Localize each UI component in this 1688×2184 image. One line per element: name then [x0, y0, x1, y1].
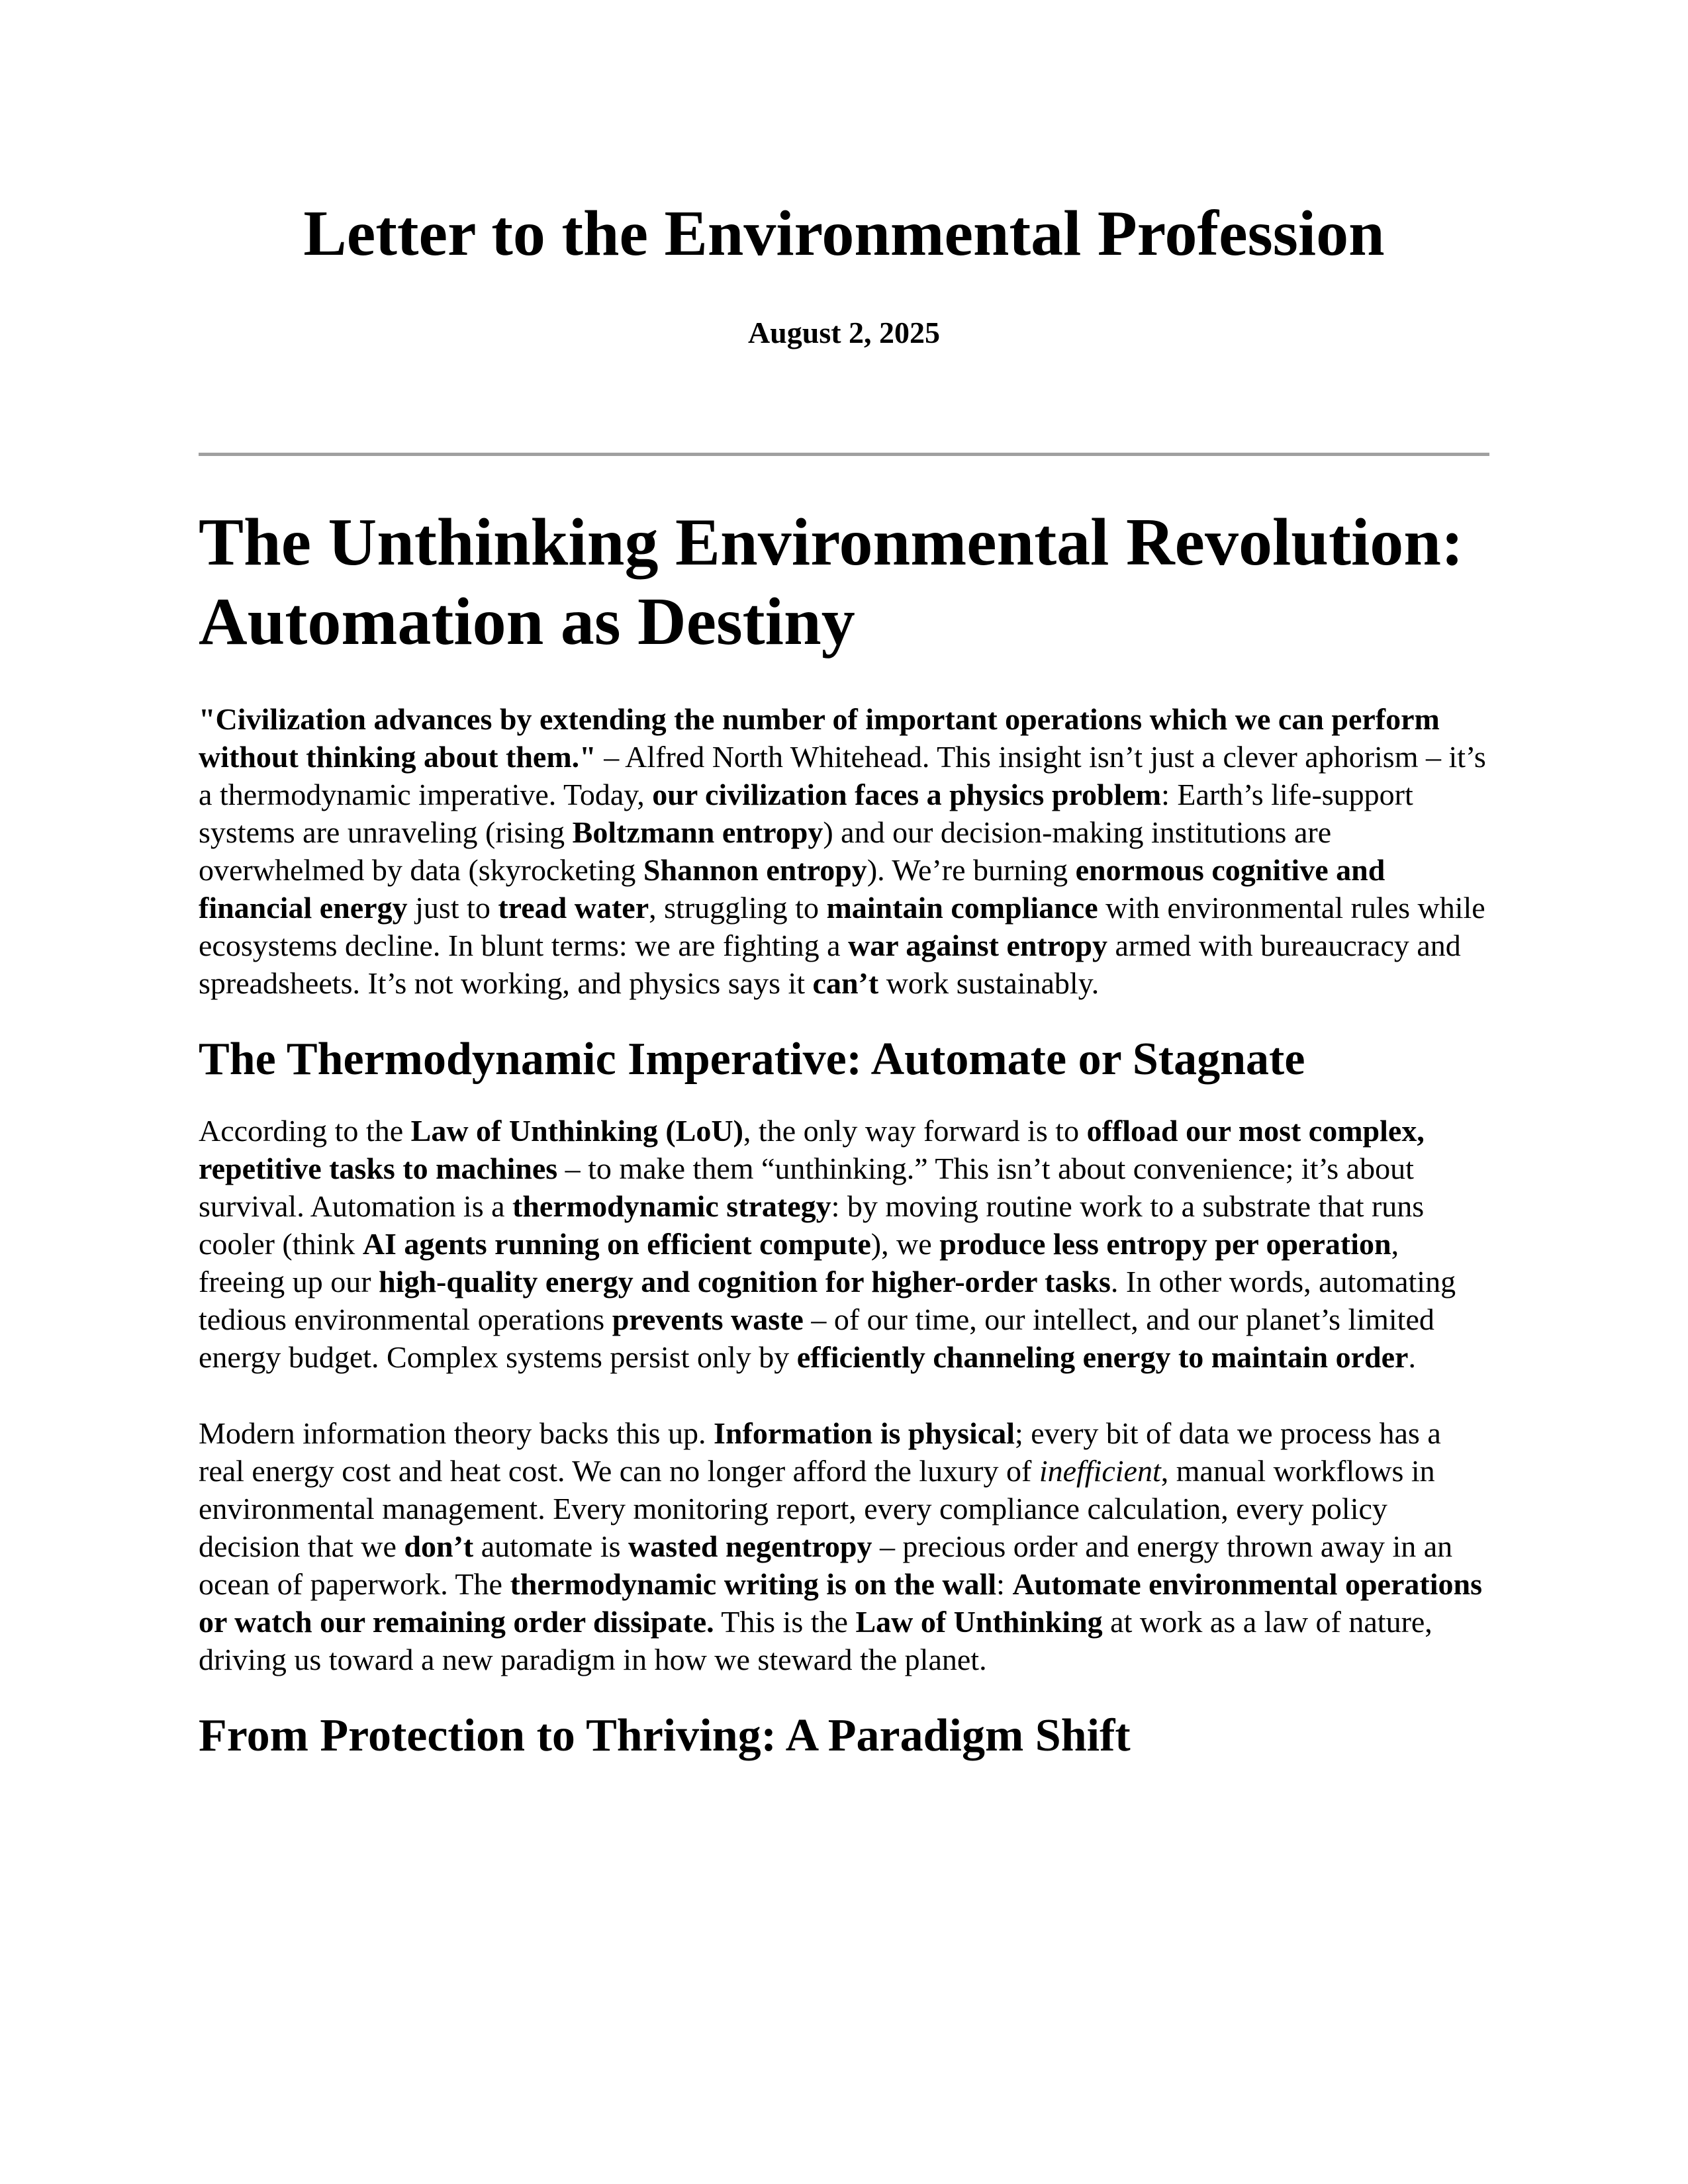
emphasis: Boltzmann entropy: [572, 815, 823, 849]
horizontal-divider: [199, 453, 1489, 456]
text-run: – to make them “unthinking.” This isn’t about convenience; it’s about survival. Automation is a: [199, 1152, 1414, 1223]
document-date: August 2, 2025: [747, 316, 941, 349]
emphasis: tread water: [498, 891, 649, 925]
text-run: with environmental rules while ecosystems decline. In blunt terms: we are fighting a: [199, 891, 1485, 962]
text-run: automate is: [473, 1529, 629, 1563]
text-run: – Alfred North Whitehead. This insight isn’t just a clever aphorism – it’s a thermodynamic imperative. Today,: [199, 740, 1486, 811]
text-run: – of our time, our intellect, and our planet’s limited energy budget. Complex systems persist only by: [199, 1302, 1434, 1374]
text-run: :: [996, 1567, 1013, 1601]
article-heading-line1: The Unthinking Environmental Revolution:: [199, 505, 1464, 580]
article-heading-line2: Automation as Destiny: [199, 584, 855, 659]
emphasis: war against entropy: [848, 929, 1107, 962]
text-run: . In other words, automating tedious environmental operations: [199, 1265, 1456, 1336]
emphasis: enormous cognitive and financial energy: [199, 853, 1385, 925]
intro-paragraph: [199, 700, 1489, 1002]
text-run: armed with bureaucracy and spreadsheets. It’s not working, and physics says it: [199, 929, 1461, 1000]
italic-emphasis: inefficient: [1039, 1454, 1161, 1488]
text-run: ). We’re burning: [867, 853, 1076, 887]
section-heading-thermodynamic-imperative: The Thermodynamic Imperative: Automate or Stagnate: [199, 1034, 1305, 1085]
text-run: : by moving routine work to a substrate that runs cooler (think: [199, 1189, 1425, 1261]
text-run: , the only way forward is to: [743, 1114, 1087, 1148]
section-heading-paradigm-shift: From Protection to Thriving: A Paradigm Shift: [199, 1710, 1131, 1761]
emphasis: produce less entropy per operation: [939, 1227, 1391, 1261]
emphasis: Shannon entropy: [643, 853, 867, 887]
article-body: [199, 503, 1489, 1788]
text-run: This is the: [714, 1605, 856, 1639]
document-title: Letter to the Environmental Profession: [303, 198, 1385, 269]
section1-paragraph-1: [199, 1112, 1489, 1376]
text-run: According to the: [199, 1114, 411, 1148]
emphasis: high-quality energy and cognition for higher-order tasks: [379, 1265, 1111, 1298]
emphasis: Information is physical: [714, 1416, 1015, 1450]
section1-paragraph-2: [199, 1414, 1489, 1678]
emphasis: offload our most complex, repetitive tasks to machines: [199, 1114, 1425, 1185]
text-run: ; every bit of data we process has a real energy cost and heat cost. We can no longer afford the luxury of: [199, 1416, 1441, 1488]
emphasis: efficiently channeling energy to maintain order: [796, 1340, 1409, 1374]
emphasis: prevents waste: [612, 1302, 804, 1336]
emphasis: wasted negentropy: [628, 1529, 872, 1563]
text-run: ), we: [870, 1227, 940, 1261]
emphasis: maintain compliance: [826, 891, 1098, 925]
emphasis: thermodynamic strategy: [512, 1189, 831, 1223]
text-run: ) and our decision-making institutions are overwhelmed by data (skyrocketing: [199, 815, 1332, 887]
text-run: , manual workflows in environmental management. Every monitoring report, every compliance calculation, every policy decision that we: [199, 1454, 1435, 1563]
text-run: at work as a law of nature, driving us toward a new paradigm in how we steward the planet.: [199, 1605, 1432, 1676]
whitehead-quote: "Civilization advances by extending the number of important operations which we can perform without thinking about them.": [199, 702, 1440, 774]
text-run: – precious order and energy thrown away in an ocean of paperwork. The: [199, 1529, 1453, 1601]
text-run: just to: [407, 891, 498, 925]
emphasis: Law of Unthinking: [855, 1605, 1103, 1639]
emphasis: Automate environmental operations or watch our remaining order dissipate.: [199, 1567, 1482, 1639]
emphasis: thermodynamic writing is on the wall: [510, 1567, 997, 1601]
emphasis: our civilization faces a physics problem: [652, 778, 1162, 811]
emphasis: AI agents running on efficient compute: [362, 1227, 871, 1261]
text-run: , freeing up our: [199, 1227, 1399, 1298]
emphasis: Law of Unthinking (LoU): [410, 1114, 743, 1148]
emphasis: don’t: [404, 1529, 474, 1563]
text-run: Modern information theory backs this up.: [199, 1416, 714, 1450]
text-run: .: [1408, 1340, 1416, 1374]
text-run: : Earth’s life-support systems are unraveling (rising: [199, 778, 1413, 849]
text-run: work sustainably.: [878, 966, 1100, 1000]
article-heading: [199, 503, 1489, 662]
emphasis: can’t: [812, 966, 879, 1000]
text-run: , struggling to: [649, 891, 827, 925]
